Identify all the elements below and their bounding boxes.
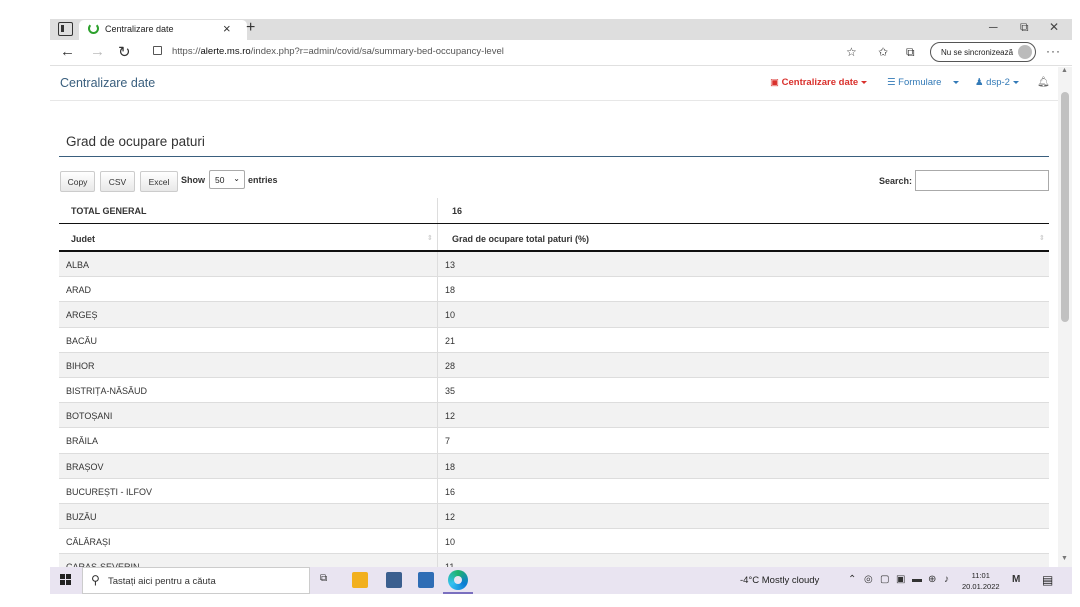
column-header-grad[interactable]: Grad de ocupare total paturi (%) bbox=[452, 234, 590, 244]
total-label: TOTAL GENERAL bbox=[71, 206, 147, 216]
taskbar-search-box[interactable] bbox=[82, 567, 310, 594]
menu-user-label: dsp-2 bbox=[986, 77, 1010, 88]
chevron-up-icon[interactable]: ⌃ bbox=[848, 574, 857, 585]
mail-icon[interactable] bbox=[418, 572, 434, 588]
column-divider bbox=[437, 224, 438, 250]
address-bar-row bbox=[50, 40, 1072, 66]
column-divider bbox=[437, 529, 438, 553]
menu-centralizare[interactable] bbox=[770, 77, 867, 88]
tray-app-icon[interactable]: ▣ bbox=[896, 574, 906, 585]
scroll-down-icon[interactable]: ▼ bbox=[1061, 555, 1068, 562]
tab-title: Centralizare date bbox=[105, 24, 174, 34]
entries-value: 50 bbox=[215, 175, 225, 185]
table-row bbox=[59, 353, 1049, 378]
windows-taskbar bbox=[50, 567, 1072, 594]
cell-judet: BUZĂU bbox=[66, 511, 97, 522]
taskbar-search-placeholder: Tastați aici pentru a căuta bbox=[108, 576, 216, 587]
active-app-indicator bbox=[443, 592, 473, 594]
cell-judet: ARGEȘ bbox=[66, 310, 98, 321]
clock-time: 11:01 bbox=[971, 571, 990, 580]
edge-browser-icon[interactable] bbox=[448, 570, 468, 590]
battery-icon[interactable]: ▬ bbox=[912, 574, 922, 585]
browser-tab-strip bbox=[50, 19, 1072, 40]
table-row bbox=[59, 403, 1049, 428]
scroll-up-icon[interactable]: ▲ bbox=[1061, 67, 1068, 74]
search-input[interactable] bbox=[915, 170, 1049, 191]
cell-grad: 28 bbox=[445, 360, 456, 371]
search-icon: ⚲ bbox=[91, 573, 100, 587]
page-scrollbar[interactable] bbox=[1058, 67, 1072, 567]
cell-judet: BACĂU bbox=[66, 335, 98, 346]
cell-judet: ALBA bbox=[66, 260, 90, 270]
brand-link[interactable]: Centralizare date bbox=[60, 76, 156, 90]
column-divider bbox=[437, 198, 438, 223]
cell-judet: BRĂILA bbox=[66, 436, 99, 447]
table-row bbox=[59, 277, 1049, 302]
column-divider bbox=[437, 378, 438, 402]
favorites-icon[interactable]: ✩ bbox=[878, 45, 889, 59]
column-divider bbox=[437, 454, 438, 478]
table-row bbox=[59, 252, 1049, 277]
csv-button[interactable]: CSV bbox=[100, 171, 135, 192]
file-explorer-icon[interactable] bbox=[352, 572, 368, 588]
table-row bbox=[59, 454, 1049, 479]
browser-tab[interactable] bbox=[79, 20, 247, 40]
menu-centralizare-label: Centralizare date bbox=[781, 77, 859, 88]
cell-judet: BRAȘOV bbox=[66, 461, 104, 472]
cell-judet: BOTOȘANI bbox=[66, 411, 113, 422]
column-divider bbox=[437, 353, 438, 377]
table-body bbox=[59, 252, 1049, 579]
cell-grad: 18 bbox=[445, 285, 456, 296]
column-divider bbox=[437, 428, 438, 452]
page-title: Grad de ocupare paturi bbox=[66, 134, 205, 149]
volume-icon[interactable]: ♪ bbox=[944, 574, 949, 585]
store-icon[interactable] bbox=[386, 572, 402, 588]
chevron-down-icon bbox=[861, 81, 867, 84]
sync-profile-button[interactable] bbox=[930, 42, 1036, 62]
table-row bbox=[59, 328, 1049, 353]
app-navbar bbox=[50, 67, 1058, 101]
table-header-row bbox=[59, 224, 1049, 252]
tray-app-icon[interactable]: ▢ bbox=[880, 574, 890, 585]
column-divider bbox=[437, 277, 438, 301]
user-icon: ♟ bbox=[975, 77, 987, 88]
cell-grad: 10 bbox=[445, 537, 456, 548]
sort-icon[interactable]: ⇕ bbox=[1039, 235, 1045, 242]
tab-actions-icon[interactable] bbox=[58, 22, 73, 36]
collections-icon[interactable]: ⧉ bbox=[906, 45, 915, 59]
entries-label: entries bbox=[248, 175, 278, 185]
cell-grad: 12 bbox=[445, 411, 456, 422]
cell-grad: 13 bbox=[445, 260, 456, 270]
search-label: Search: bbox=[879, 176, 913, 186]
cell-judet: BISTRIȚA-NĂSĂUD bbox=[66, 385, 148, 396]
url-text[interactable]: https://alerte.ms.ro/index.php?r=admin/covid/sa/summary-bed-occupancy-level bbox=[172, 46, 504, 57]
column-header-judet[interactable]: Judet bbox=[71, 234, 96, 244]
site-favicon-icon bbox=[88, 23, 99, 34]
table-row bbox=[59, 504, 1049, 529]
table-row bbox=[59, 302, 1049, 327]
cell-grad: 16 bbox=[445, 486, 456, 497]
minimize-icon[interactable]: ─ bbox=[989, 20, 998, 34]
show-label: Show bbox=[181, 175, 205, 185]
column-divider bbox=[437, 403, 438, 427]
lock-icon bbox=[153, 46, 162, 55]
chevron-down-icon bbox=[953, 81, 959, 84]
sync-label: Nu se sincronizează bbox=[941, 48, 1014, 57]
cell-judet: BIHOR bbox=[66, 360, 95, 371]
entries-select[interactable] bbox=[209, 170, 245, 189]
notification-icon[interactable]: ▤ bbox=[1042, 573, 1054, 587]
menu-user[interactable] bbox=[975, 77, 1019, 88]
occupancy-table bbox=[59, 198, 1049, 579]
column-divider bbox=[437, 479, 438, 503]
cell-judet: ARAD bbox=[66, 285, 92, 296]
cell-judet: CĂLĂRAȘI bbox=[66, 537, 111, 548]
cell-grad: 7 bbox=[445, 436, 451, 447]
network-icon[interactable]: ⊕ bbox=[928, 574, 937, 585]
file-icon: ▣ bbox=[770, 77, 782, 88]
total-row bbox=[59, 198, 1049, 224]
clock-date: 20.01.2022 bbox=[962, 582, 1000, 591]
favorite-add-icon[interactable]: ☆ bbox=[846, 45, 857, 59]
more-menu-icon[interactable]: ··· bbox=[1046, 44, 1061, 58]
menu-formulare[interactable] bbox=[887, 77, 959, 88]
cell-grad: 21 bbox=[445, 335, 456, 346]
system-clock[interactable] bbox=[962, 570, 1000, 592]
tray-app-icon[interactable]: ◎ bbox=[864, 574, 873, 585]
table-row bbox=[59, 428, 1049, 453]
restore-icon[interactable]: ⧉ bbox=[1020, 20, 1029, 34]
copy-button[interactable]: Copy bbox=[60, 171, 95, 192]
close-tab-icon[interactable]: × bbox=[223, 21, 231, 36]
title-divider bbox=[59, 156, 1049, 157]
bell-icon[interactable]: 🔔︎ bbox=[1037, 77, 1050, 88]
column-divider bbox=[437, 302, 438, 326]
app-shortcut-icon[interactable]: M bbox=[1012, 574, 1021, 585]
total-value: 16 bbox=[452, 206, 463, 216]
close-window-icon[interactable]: ✕ bbox=[1049, 20, 1060, 34]
forward-icon[interactable]: → bbox=[90, 43, 105, 60]
excel-button[interactable]: Excel bbox=[140, 171, 178, 192]
column-divider bbox=[437, 328, 438, 352]
cell-grad: 12 bbox=[445, 511, 456, 522]
weather-widget[interactable]: -4°C Mostly cloudy bbox=[740, 575, 820, 586]
cell-judet: BUCUREȘTI - ILFOV bbox=[66, 486, 153, 497]
table-row bbox=[59, 529, 1049, 554]
cell-grad: 35 bbox=[445, 385, 456, 396]
table-row bbox=[59, 378, 1049, 403]
column-divider bbox=[437, 504, 438, 528]
list-icon: ☰ bbox=[887, 77, 899, 88]
refresh-icon[interactable]: ↻ bbox=[118, 44, 131, 61]
column-divider bbox=[437, 252, 438, 276]
sort-icon[interactable]: ⇕ bbox=[427, 235, 433, 242]
windows-start-icon[interactable] bbox=[60, 574, 72, 586]
scrollbar-thumb[interactable] bbox=[1061, 92, 1069, 322]
new-tab-icon[interactable]: + bbox=[246, 19, 256, 36]
task-view-icon[interactable]: ⧉ bbox=[320, 573, 328, 584]
chevron-down-icon: ⌄ bbox=[233, 174, 240, 183]
table-row bbox=[59, 479, 1049, 504]
menu-formulare-label: Formulare bbox=[898, 77, 942, 88]
avatar bbox=[1018, 45, 1032, 59]
cell-grad: 18 bbox=[445, 461, 456, 472]
back-icon[interactable]: ← bbox=[60, 43, 75, 60]
cell-grad: 10 bbox=[445, 310, 456, 321]
chevron-down-icon bbox=[1013, 81, 1019, 84]
